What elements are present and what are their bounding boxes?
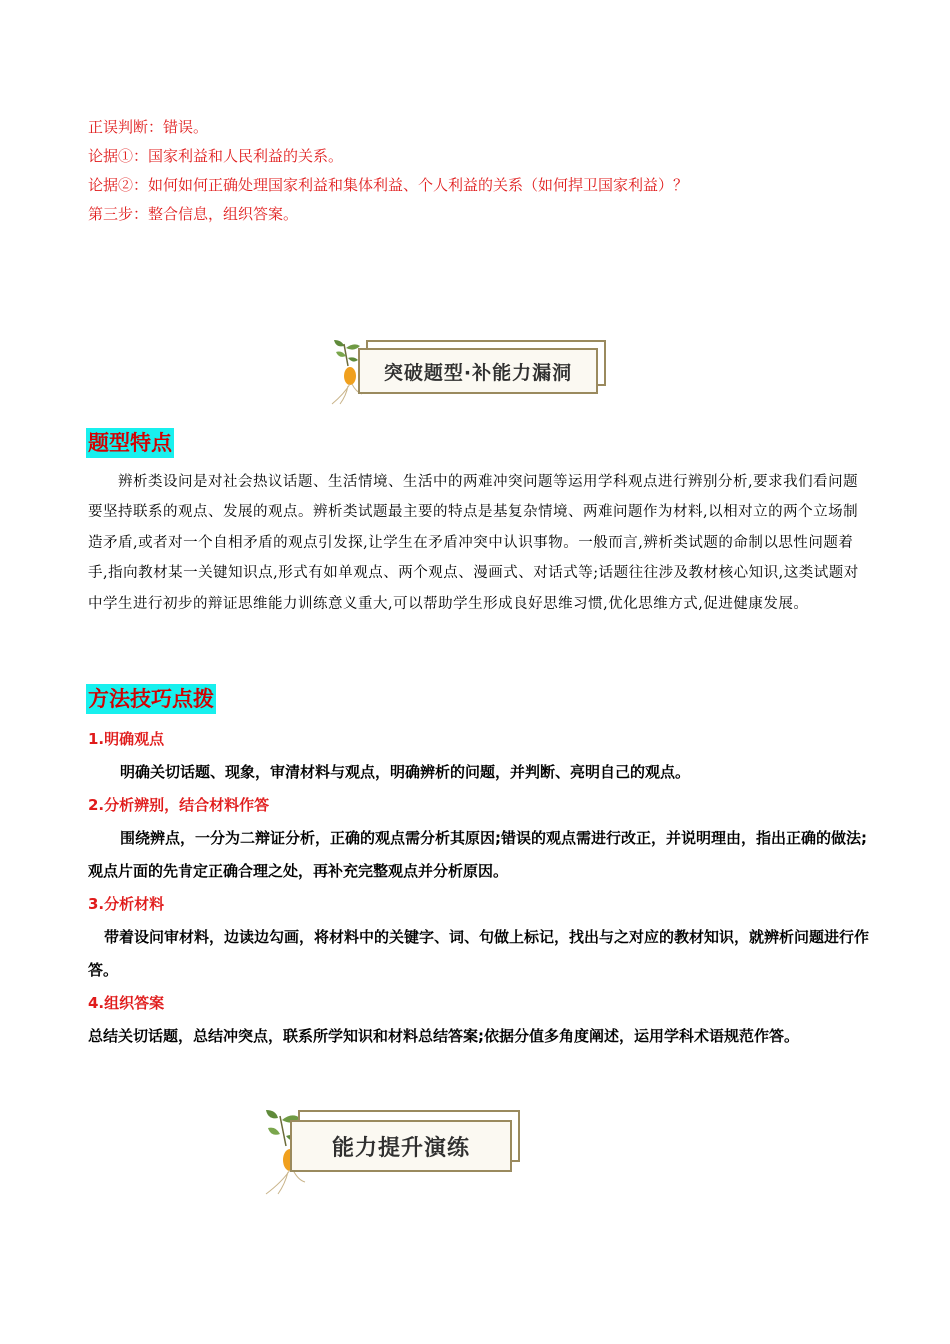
method-1-title: 1.明确观点: [88, 730, 165, 748]
methods-heading: 方法技巧点拨: [86, 684, 216, 714]
method-1-text: 明确关切话题、现象，审清材料与观点，明确辨析的问题，并判断、亮明自己的观点。: [120, 763, 691, 781]
section-banner-practice: [260, 1106, 522, 1196]
banner-title: 突破题型·补能力漏洞: [358, 348, 598, 394]
step-3-line: 第三步：整合信息，组织答案。: [88, 205, 299, 223]
section-banner-breakthrough: [326, 336, 608, 408]
features-paragraph-text: 辨析类设问是对社会热议话题、生活情境、生活中的两难冲突问题等运用学科观点进行辨别分析,要求我们看问题要坚持联系的观点、发展的观点。辨析类试题最主要的特点是基复杂情境、两难问题作为材料,以相对立的两个立场制造矛盾,或者对一个自相矛盾的观点引发探,让学生在矛盾冲突中认识事物。一般而言,辨析类试题的命制以思性问题着手,指向教材某一关键知识点,形式有如单观点、两个观点、漫画式、对话式等;话题往往涉及教材核心知识,这类试题对中学生进行初步的辩证思维能力训练意义重大,可以帮助学生形成良好思维习惯,优化思维方式,促进健康发展。: [88, 474, 859, 612]
features-heading: 题型特点: [86, 428, 174, 458]
method-2-text: 围绕辨点，一分为二辩证分析，正确的观点需分析其原因;错误的观点需进行改正，并说明理由，指出正确的做法;观点片面的先肯定正确合理之处，再补充完整观点并分析原因。: [88, 829, 868, 880]
method-3-title: 3.分析材料: [88, 895, 165, 913]
method-4-title: 4.组织答案: [88, 994, 165, 1012]
method-2-title: 2.分析辨别，结合材料作答: [88, 796, 270, 814]
argument-2-line: 论据②：如何如何正确处理国家利益和集体利益、个人利益的关系（如何捍卫国家利益）？: [88, 176, 689, 194]
method-3-text: 带着设问审材料，边读边勾画，将材料中的关键字、词、句做上标记，找出与之对应的教材知识，就辨析问题进行作答。: [88, 928, 870, 979]
method-4-text: 总结关切话题，总结冲突点，联系所学知识和材料总结答案;依据分值多角度阐述，运用学科术语规范作答。: [88, 1027, 800, 1045]
verdict-line: 正误判断：错误。: [88, 118, 209, 136]
argument-1-line: 论据①：国家利益和人民利益的关系。: [88, 147, 344, 165]
features-paragraph: [88, 467, 868, 619]
banner-title: 能力提升演练: [290, 1120, 512, 1172]
